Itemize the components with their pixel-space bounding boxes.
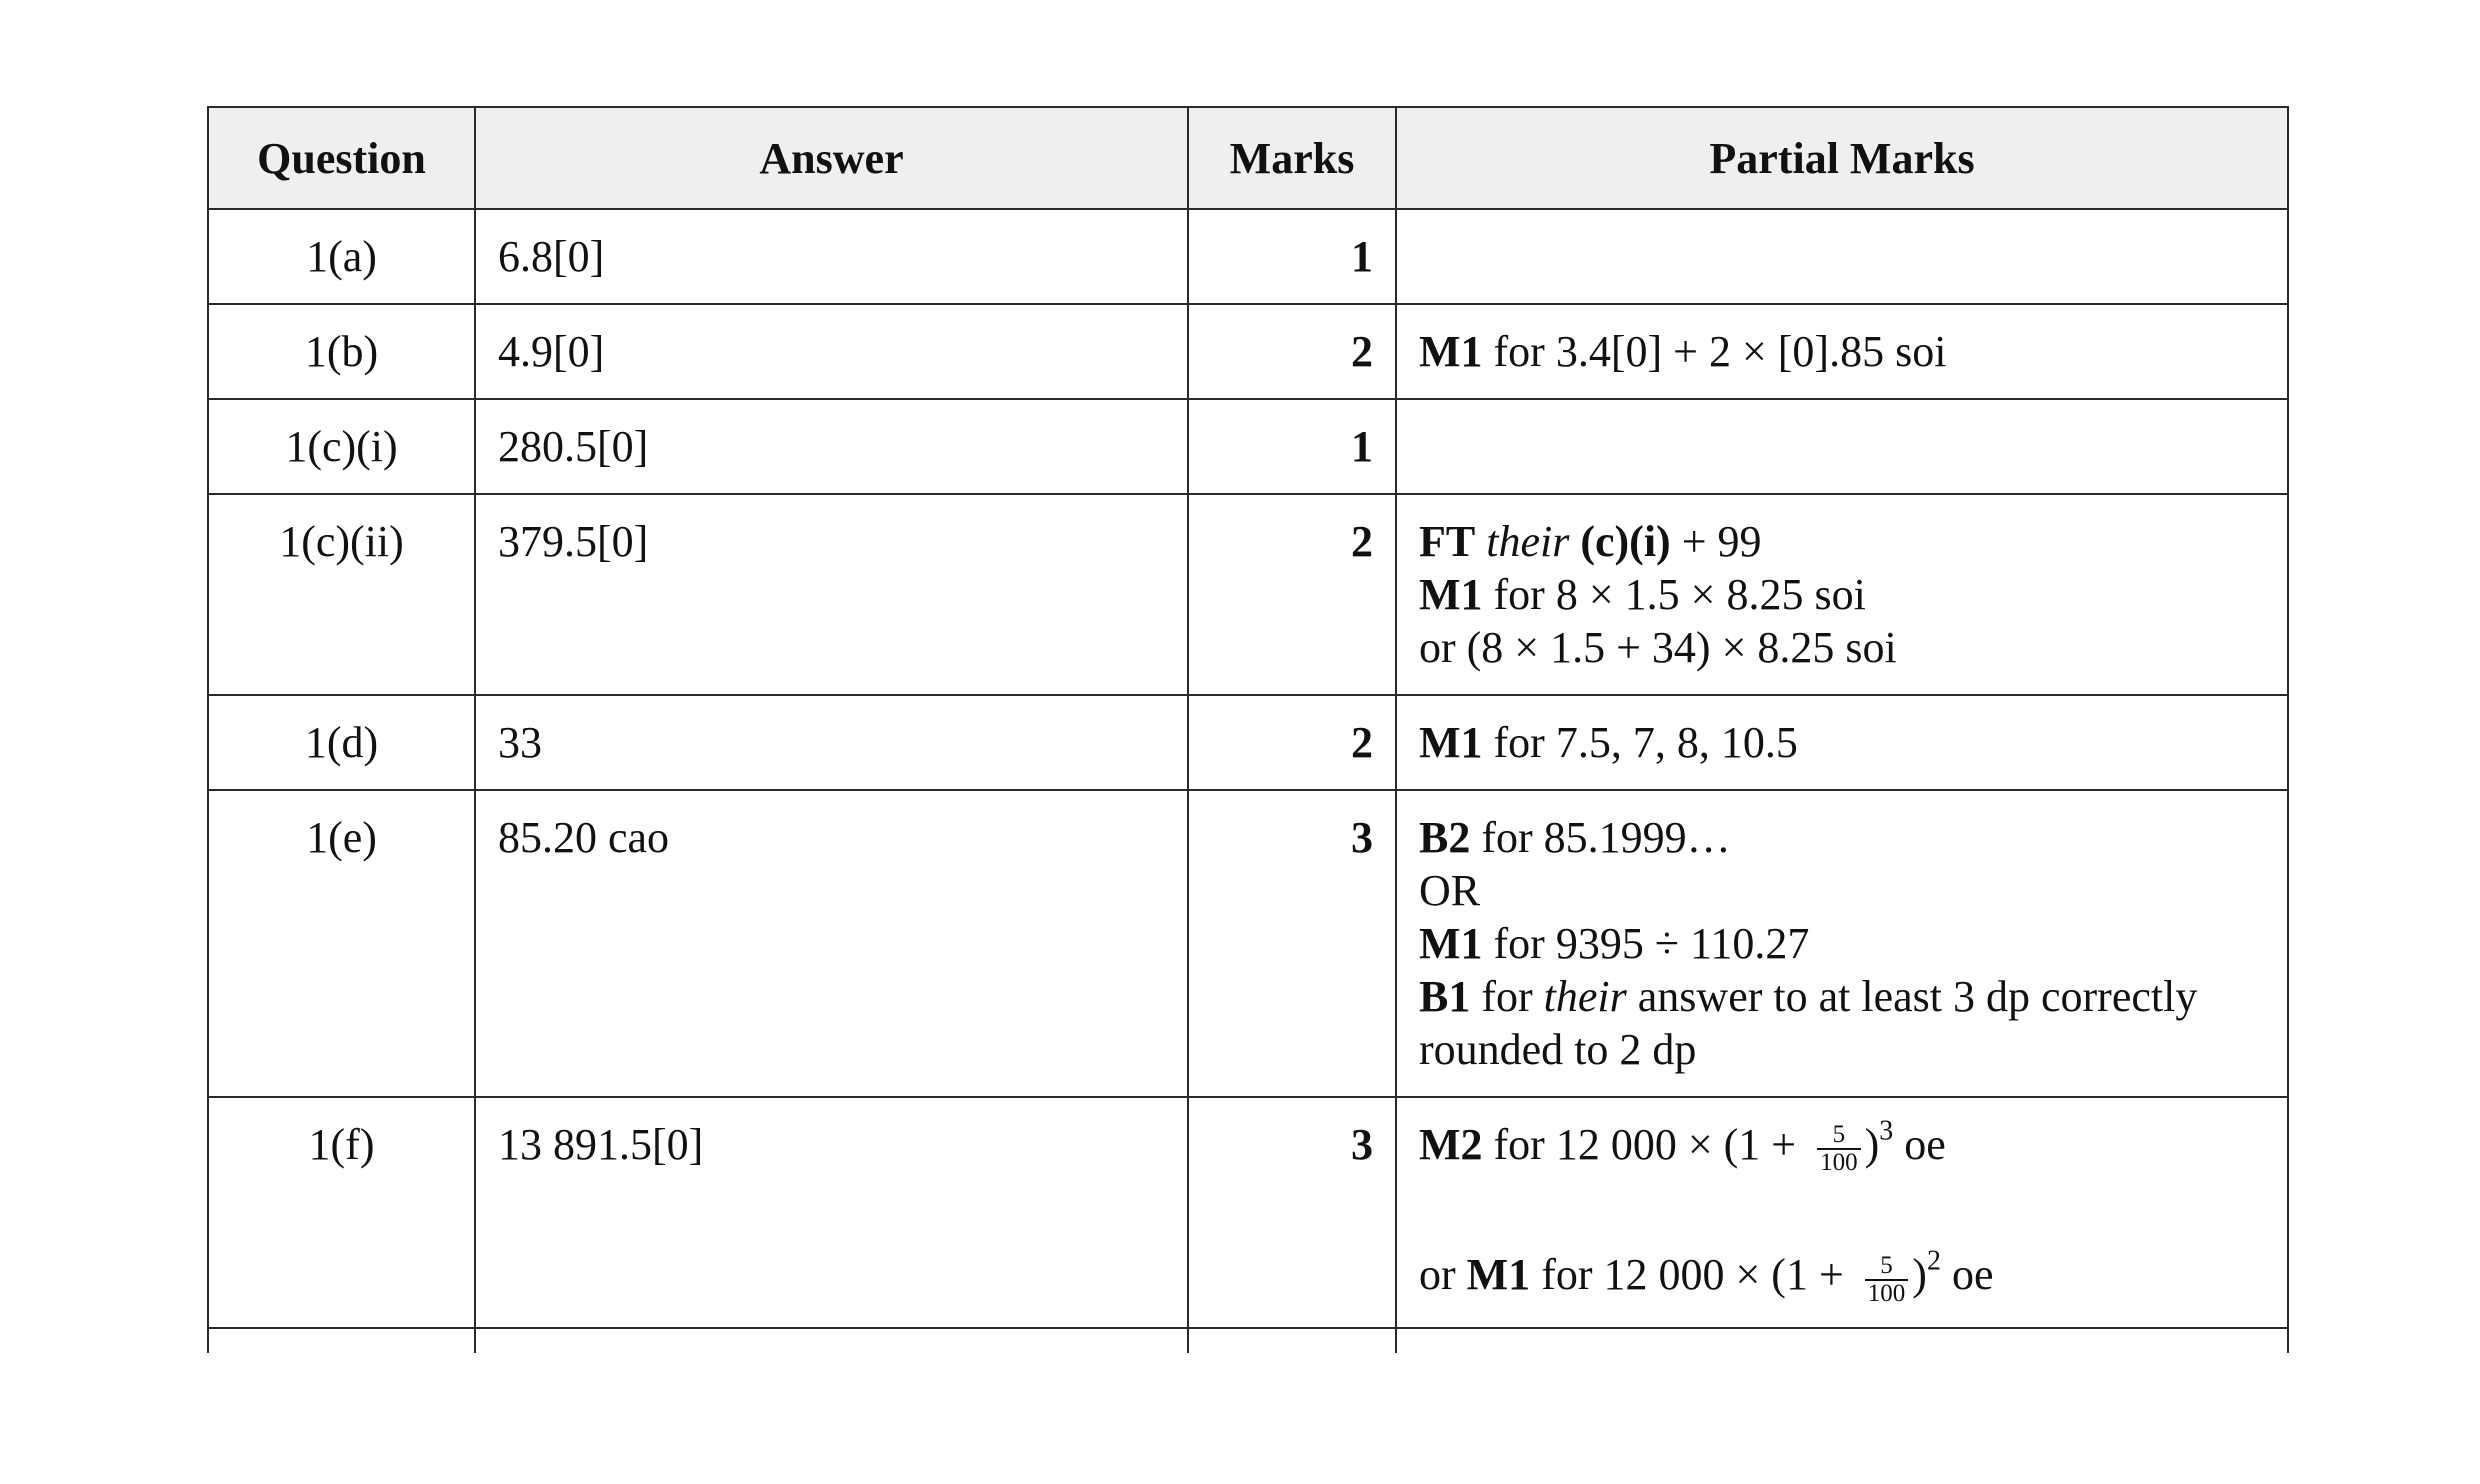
marks-cell: 1 [1188,399,1396,494]
table-row [208,209,2288,304]
mark-text: oe [1893,1120,1946,1169]
mark-text: oe [1940,1250,1994,1300]
partial-marks-cell [1396,695,2288,790]
marks-cell: 1 [1188,209,1396,304]
header-row [208,107,2288,209]
mark-text: for 3.4[0] + 2 × [0].85 soi [1482,327,1947,376]
marks-cell [1188,1328,1396,1353]
answer-cell: 6.8[0] [475,209,1188,304]
partial-mark-line [1419,568,2273,621]
fraction-numerator: 5 [1817,1122,1861,1150]
fraction-numerator: 5 [1865,1253,1909,1281]
answer-cell: 379.5[0] [475,494,1188,695]
fraction [1865,1253,1909,1307]
fraction [1817,1122,1861,1176]
partial-mark-line: OR [1419,866,1481,915]
partial-mark-line [1419,917,2273,970]
partial-mark-line [1419,515,2273,568]
header-marks: Marks [1188,107,1396,209]
question-cell: 1(d) [208,695,475,790]
answer-cell: 280.5[0] [475,399,1188,494]
table-row [208,790,2288,1097]
partial-marks-cell [1396,790,2288,1097]
table-row-partial [208,1328,2288,1353]
partial-mark-line: rounded to 2 dp [1419,1025,1697,1074]
mark-text: for 85.1999… [1470,813,1731,862]
mark-text: for 12 000 × (1 + [1482,1120,1808,1169]
question-cell: 1(e) [208,790,475,1097]
answer-cell: 85.20 cao [475,790,1188,1097]
mark-text: for 12 000 × (1 + [1530,1250,1855,1300]
mark-text: for 7.5, 7, 8, 10.5 [1482,718,1798,767]
mark-code: M1 [1466,1250,1531,1300]
partial-marks-cell [1396,304,2288,399]
answer-cell: 13 891.5[0] [475,1097,1188,1328]
table-row [208,399,2288,494]
question-cell: 1(a) [208,209,475,304]
partial-mark-line: or (8 × 1.5 + 34) × 8.25 soi [1419,623,1897,672]
partial-mark-line [1419,811,2273,864]
close-paren: ) [1864,1120,1880,1169]
their-text: their [1475,517,1570,566]
partial-mark-line [1419,1245,2273,1307]
mark-scheme-table [207,106,2289,1353]
mark-text: for 8 × 1.5 × 8.25 soi [1482,570,1866,619]
question-cell [208,1328,475,1353]
mark-code: FT [1419,517,1476,566]
header-question: Question [208,107,475,209]
marks-cell: 2 [1188,695,1396,790]
exponent: 2 [1926,1245,1941,1277]
question-cell: 1(b) [208,304,475,399]
answer-cell: 4.9[0] [475,304,1188,399]
marks-cell: 3 [1188,790,1396,1097]
mark-code: B1 [1419,972,1471,1021]
fraction-denominator: 100 [1820,1149,1858,1177]
partial-marks-cell [1396,494,2288,695]
mark-code: B2 [1419,813,1471,862]
close-paren: ) [1912,1250,1927,1300]
marks-cell: 2 [1188,494,1396,695]
partial-mark-line [1419,716,2273,769]
partial-marks-cell [1396,209,2288,304]
mark-text: for [1470,972,1544,1021]
question-cell: 1(c)(ii) [208,494,475,695]
answer-cell: 33 [475,695,1188,790]
fraction-denominator: 100 [1867,1279,1906,1307]
marks-cell: 3 [1188,1097,1396,1328]
partial-marks-cell [1396,1328,2288,1353]
partial-mark-line [1419,1115,2273,1177]
mark-code: M1 [1419,718,1483,767]
mark-code: M1 [1419,327,1483,376]
their-text: their [1543,972,1627,1021]
marks-cell: 2 [1188,304,1396,399]
table-row [208,1097,2288,1328]
header-partial-marks: Partial Marks [1396,107,2288,209]
table-row [208,494,2288,695]
partial-mark-line [1419,325,2273,378]
question-cell: 1(f) [208,1097,475,1328]
question-cell: 1(c)(i) [208,399,475,494]
mark-text: or [1419,1250,1467,1300]
table-row [208,695,2288,790]
mark-text: answer to at least 3 dp correctly [1626,972,2198,1021]
exponent: 3 [1879,1115,1894,1147]
mark-code: M2 [1419,1120,1483,1169]
header-answer: Answer [475,107,1188,209]
partial-marks-cell [1396,399,2288,494]
part-reference: (c)(i) [1569,517,1671,566]
partial-mark-line [1419,970,2273,1023]
table-row [208,304,2288,399]
mark-code: M1 [1419,570,1483,619]
answer-cell [475,1328,1188,1353]
partial-marks-cell [1396,1097,2288,1328]
mark-text: for 9395 ÷ 110.27 [1482,919,1810,968]
mark-text: + 99 [1670,517,1762,566]
mark-code: M1 [1419,919,1483,968]
